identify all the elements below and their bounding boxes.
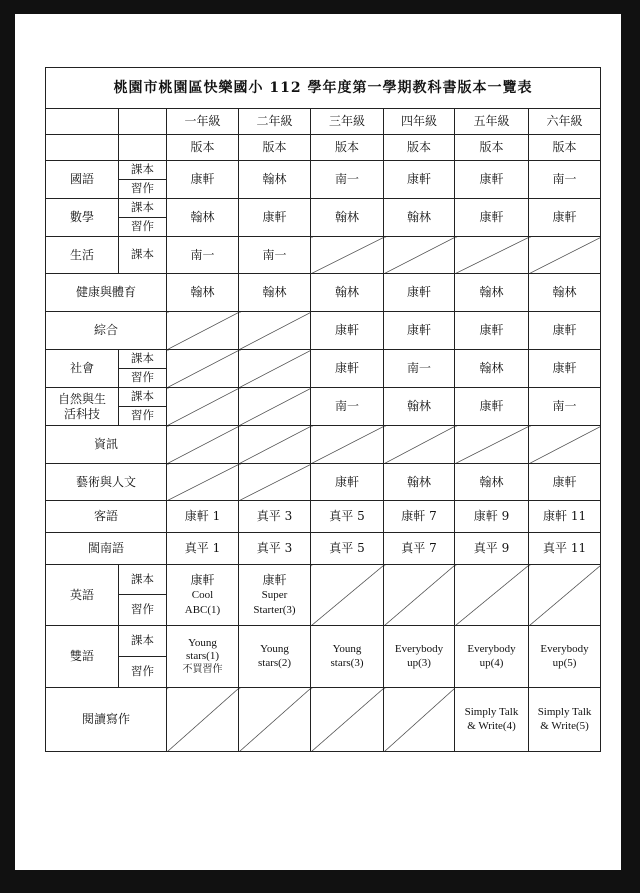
version-text: stars(2) <box>258 656 291 669</box>
version-cell: 翰林 <box>384 199 455 237</box>
empty-cell <box>239 688 311 752</box>
version-text: Simply Talk <box>464 706 519 719</box>
table-title: 桃園市桃園區快樂國小 112 學年度第一學期教科書版本一覽表 <box>46 68 601 109</box>
version-cell <box>167 565 239 626</box>
version-cell: 翰林 <box>455 350 529 388</box>
subject-name: 國語 <box>46 161 119 199</box>
empty-cell <box>529 426 601 464</box>
sub-label-textbook: 課本 <box>119 350 167 369</box>
sub-label-workbook: 習作 <box>119 595 167 626</box>
sub-label-workbook: 習作 <box>119 369 167 388</box>
version-cell: 真平 11 <box>529 533 601 565</box>
version-cell: 真平 9 <box>455 533 529 565</box>
textbook-table <box>45 67 601 752</box>
subject-name: 閱讀寫作 <box>46 688 167 752</box>
version-text: & Write(4) <box>467 719 516 732</box>
version-cell: 康軒 <box>239 199 311 237</box>
version-text: Starter(3) <box>253 604 296 617</box>
version-cell: 康軒 <box>455 388 529 426</box>
version-text: Simply Talk <box>537 706 592 719</box>
version-header: 版本 <box>529 135 601 161</box>
empty-cell <box>455 426 529 464</box>
version-header: 版本 <box>455 135 529 161</box>
version-cell <box>239 626 311 688</box>
empty-cell <box>167 688 239 752</box>
version-cell: 康軒 <box>384 312 455 350</box>
version-cell: 翰林 <box>239 274 311 312</box>
subject-name-line: 活科技 <box>63 406 100 421</box>
version-cell: 康軒 <box>455 199 529 237</box>
version-cell: 真平 3 <box>239 501 311 533</box>
version-cell: 康軒 9 <box>455 501 529 533</box>
version-note: 不買習作 <box>182 664 223 676</box>
grade-header: 四年級 <box>384 109 455 135</box>
subject-name: 社會 <box>46 350 119 388</box>
corner-cell <box>46 135 119 161</box>
version-header: 版本 <box>311 135 384 161</box>
subject-name: 健康與體育 <box>46 274 167 312</box>
subject-name-line: 自然與生 <box>57 392 106 407</box>
version-cell: 康軒 <box>529 350 601 388</box>
version-cell <box>529 688 601 752</box>
empty-cell <box>167 426 239 464</box>
sub-label-textbook: 課本 <box>119 626 167 657</box>
empty-cell <box>167 350 239 388</box>
version-cell <box>455 626 529 688</box>
version-cell: 翰林 <box>455 274 529 312</box>
version-cell: 真平 7 <box>384 533 455 565</box>
version-header: 版本 <box>239 135 311 161</box>
sub-label-textbook: 課本 <box>119 237 167 274</box>
empty-cell <box>311 688 384 752</box>
empty-cell <box>167 464 239 501</box>
version-cell: 康軒 <box>384 161 455 199</box>
version-cell: 翰林 <box>167 199 239 237</box>
sub-label-textbook: 課本 <box>119 388 167 407</box>
subject-name: 綜合 <box>46 312 167 350</box>
version-text: Everybody <box>540 643 589 656</box>
version-cell: 康軒 <box>167 161 239 199</box>
corner-cell <box>119 109 167 135</box>
empty-cell <box>311 237 384 274</box>
version-cell: 翰林 <box>239 161 311 199</box>
version-cell: 南一 <box>167 237 239 274</box>
empty-cell <box>311 565 384 626</box>
version-text: 康軒 <box>262 572 287 587</box>
version-cell: 翰林 <box>384 388 455 426</box>
version-cell <box>529 626 601 688</box>
version-header: 版本 <box>384 135 455 161</box>
version-cell: 康軒 <box>311 350 384 388</box>
version-cell: 康軒 <box>311 312 384 350</box>
subject-name: 雙語 <box>46 626 119 688</box>
empty-cell <box>239 388 311 426</box>
version-cell <box>455 688 529 752</box>
subject-name <box>46 388 119 426</box>
version-cell: 翰林 <box>529 274 601 312</box>
subject-name: 客語 <box>46 501 167 533</box>
subject-name: 閩南語 <box>46 533 167 565</box>
version-cell <box>239 565 311 626</box>
version-cell: 康軒 7 <box>384 501 455 533</box>
subject-name: 資訊 <box>46 426 167 464</box>
subject-name: 藝術與人文 <box>46 464 167 501</box>
version-header: 版本 <box>167 135 239 161</box>
version-cell: 南一 <box>311 161 384 199</box>
empty-cell <box>384 237 455 274</box>
grade-header: 六年級 <box>529 109 601 135</box>
version-text: Young <box>332 643 362 656</box>
subject-name: 數學 <box>46 199 119 237</box>
version-cell: 康軒 1 <box>167 501 239 533</box>
version-cell: 南一 <box>239 237 311 274</box>
empty-cell <box>529 565 601 626</box>
sub-label-workbook: 習作 <box>119 407 167 426</box>
version-text: Young <box>260 643 289 656</box>
sub-label-textbook: 課本 <box>119 565 167 595</box>
version-cell <box>167 626 239 688</box>
subject-name: 生活 <box>46 237 119 274</box>
corner-cell <box>119 135 167 161</box>
empty-cell <box>384 426 455 464</box>
empty-cell <box>529 237 601 274</box>
empty-cell <box>167 388 239 426</box>
version-text: Everybody <box>467 643 516 656</box>
empty-cell <box>384 688 455 752</box>
empty-cell <box>384 565 455 626</box>
version-cell: 真平 5 <box>311 533 384 565</box>
version-text: Cool <box>191 589 214 601</box>
empty-cell <box>239 312 311 350</box>
sub-label-workbook: 習作 <box>119 657 167 688</box>
version-text: Young <box>188 636 217 649</box>
version-cell: 康軒 <box>529 464 601 501</box>
version-text: 康軒 <box>190 572 215 587</box>
version-text: Everybody <box>394 643 444 656</box>
empty-cell <box>239 350 311 388</box>
version-cell: 真平 3 <box>239 533 311 565</box>
grade-header: 二年級 <box>239 109 311 135</box>
version-cell: 南一 <box>529 388 601 426</box>
version-text: Super <box>261 589 288 601</box>
subject-name: 英語 <box>46 565 119 626</box>
version-cell: 翰林 <box>311 274 384 312</box>
grade-header: 三年級 <box>311 109 384 135</box>
sub-label-textbook: 課本 <box>119 199 167 218</box>
sub-label-workbook: 習作 <box>119 180 167 199</box>
version-text: stars(1) <box>186 649 219 662</box>
version-text: up(3) <box>407 656 431 669</box>
empty-cell <box>167 312 239 350</box>
version-cell: 翰林 <box>311 199 384 237</box>
version-cell: 康軒 <box>455 312 529 350</box>
version-cell: 康軒 <box>384 274 455 312</box>
version-cell: 翰林 <box>167 274 239 312</box>
version-cell: 康軒 <box>455 161 529 199</box>
grade-header: 五年級 <box>455 109 529 135</box>
version-cell: 康軒 <box>529 199 601 237</box>
corner-cell <box>46 109 119 135</box>
version-cell: 翰林 <box>455 464 529 501</box>
version-text: & Write(5) <box>540 719 589 732</box>
version-text: up(4) <box>479 656 504 669</box>
sub-label-workbook: 習作 <box>119 218 167 237</box>
version-cell: 南一 <box>311 388 384 426</box>
version-cell: 南一 <box>384 350 455 388</box>
empty-cell <box>239 464 311 501</box>
version-text: ABC(1) <box>184 604 221 617</box>
empty-cell <box>455 237 529 274</box>
version-cell: 康軒 <box>529 312 601 350</box>
version-text: up(5) <box>552 656 577 669</box>
empty-cell <box>455 565 529 626</box>
version-cell: 翰林 <box>384 464 455 501</box>
version-text: stars(3) <box>330 656 364 669</box>
version-cell: 康軒 11 <box>529 501 601 533</box>
version-cell <box>384 626 455 688</box>
version-cell: 康軒 <box>311 464 384 501</box>
empty-cell <box>311 426 384 464</box>
version-cell: 真平 5 <box>311 501 384 533</box>
empty-cell <box>239 426 311 464</box>
grade-header: 一年級 <box>167 109 239 135</box>
version-cell <box>311 626 384 688</box>
version-cell: 真平 1 <box>167 533 239 565</box>
sub-label-textbook: 課本 <box>119 161 167 180</box>
version-cell: 南一 <box>529 161 601 199</box>
